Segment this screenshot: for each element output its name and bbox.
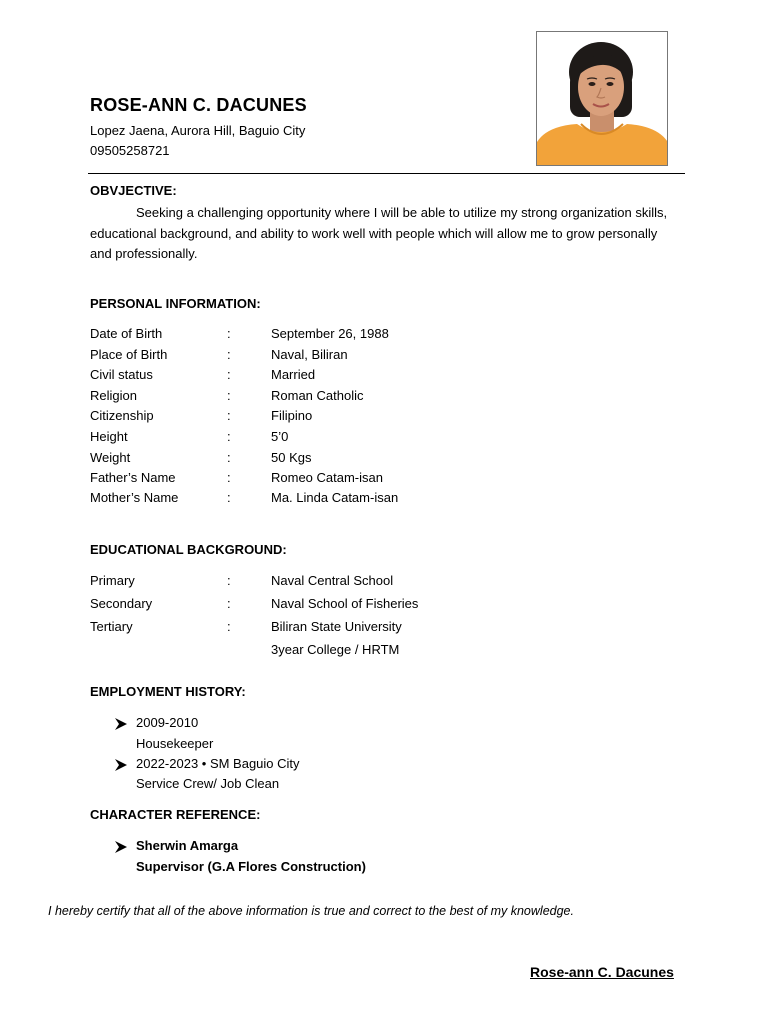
applicant-phone: 09505258721 [90, 143, 170, 158]
separator: : [227, 347, 231, 362]
reference-position: Supervisor (G.A Flores Construction) [136, 859, 366, 874]
personal-label: Weight [90, 450, 131, 465]
arrowhead-bullet-icon [114, 717, 128, 731]
separator: : [227, 429, 231, 444]
applicant-name: ROSE-ANN C. DACUNES [90, 95, 307, 115]
personal-value: Filipino [271, 408, 313, 423]
separator: : [227, 490, 231, 505]
separator: : [227, 388, 231, 403]
personal-label: Place of Birth [90, 347, 168, 362]
personal-label: Religion [90, 388, 137, 403]
separator: : [227, 408, 231, 423]
personal-value: Ma. Linda Catam-isan [271, 490, 399, 505]
certification-statement: I hereby certify that all of the above information is true and correct to the best of my knowledge. [48, 904, 574, 918]
separator: : [227, 573, 231, 588]
personal-info-heading: PERSONAL INFORMATION: [90, 296, 261, 311]
reference-name: Sherwin Amarga [136, 838, 239, 853]
employment-heading: EMPLOYMENT HISTORY: [90, 684, 246, 699]
objective-text: Seeking a challenging opportunity where I will be able to utilize my strong organization skills, educational background, and ability to work well with people which will allow me to grow personally and professionally. [90, 205, 668, 261]
education-label: Tertiary [90, 619, 133, 634]
arrowhead-bullet-icon [114, 840, 128, 854]
employment-period-1: 2009-2010 [136, 715, 199, 730]
education-heading: EDUCATIONAL BACKGROUND: [90, 542, 287, 557]
personal-value: 50 Kgs [271, 450, 312, 465]
education-value: Biliran State University [271, 619, 402, 634]
personal-value: Romeo Catam-isan [271, 470, 383, 485]
education-label: Secondary [90, 596, 153, 611]
arrowhead-bullet-icon [114, 758, 128, 772]
personal-value: Married [271, 367, 316, 382]
tertiary-detail: 3year College / HRTM [271, 642, 400, 657]
employment-role-1: Housekeeper [136, 736, 214, 751]
profile-photo-illustration [537, 32, 668, 166]
objective-heading: OBVJECTIVE: [90, 183, 177, 198]
separator: : [227, 450, 231, 465]
personal-label: Date of Birth [90, 326, 163, 341]
education-value: Naval Central School [271, 573, 394, 588]
separator: : [227, 596, 231, 611]
reference-heading: CHARACTER REFERENCE: [90, 807, 261, 822]
education-value: Naval School of Fisheries [271, 596, 419, 611]
employment-role-2: Service Crew/ Job Clean [136, 776, 280, 791]
separator: : [227, 326, 231, 341]
personal-value: 5’0 [271, 429, 289, 444]
separator: : [227, 470, 231, 485]
header-divider [88, 173, 685, 174]
personal-value: Roman Catholic [271, 388, 364, 403]
education-label: Primary [90, 573, 135, 588]
applicant-address: Lopez Jaena, Aurora Hill, Baguio City [90, 123, 306, 138]
personal-value: September 26, 1988 [271, 326, 389, 341]
personal-label: Citizenship [90, 408, 154, 423]
signature-name: Rose-ann C. Dacunes [530, 964, 674, 980]
personal-value: Naval, Biliran [271, 347, 348, 362]
separator: : [227, 367, 231, 382]
personal-label: Height [90, 429, 128, 444]
employment-period-2: 2022-2023 • SM Baguio City [136, 756, 300, 771]
personal-label: Civil status [90, 367, 153, 382]
separator: : [227, 619, 231, 634]
personal-label: Father’s Name [90, 470, 176, 485]
profile-photo [536, 31, 668, 166]
personal-label: Mother’s Name [90, 490, 179, 505]
